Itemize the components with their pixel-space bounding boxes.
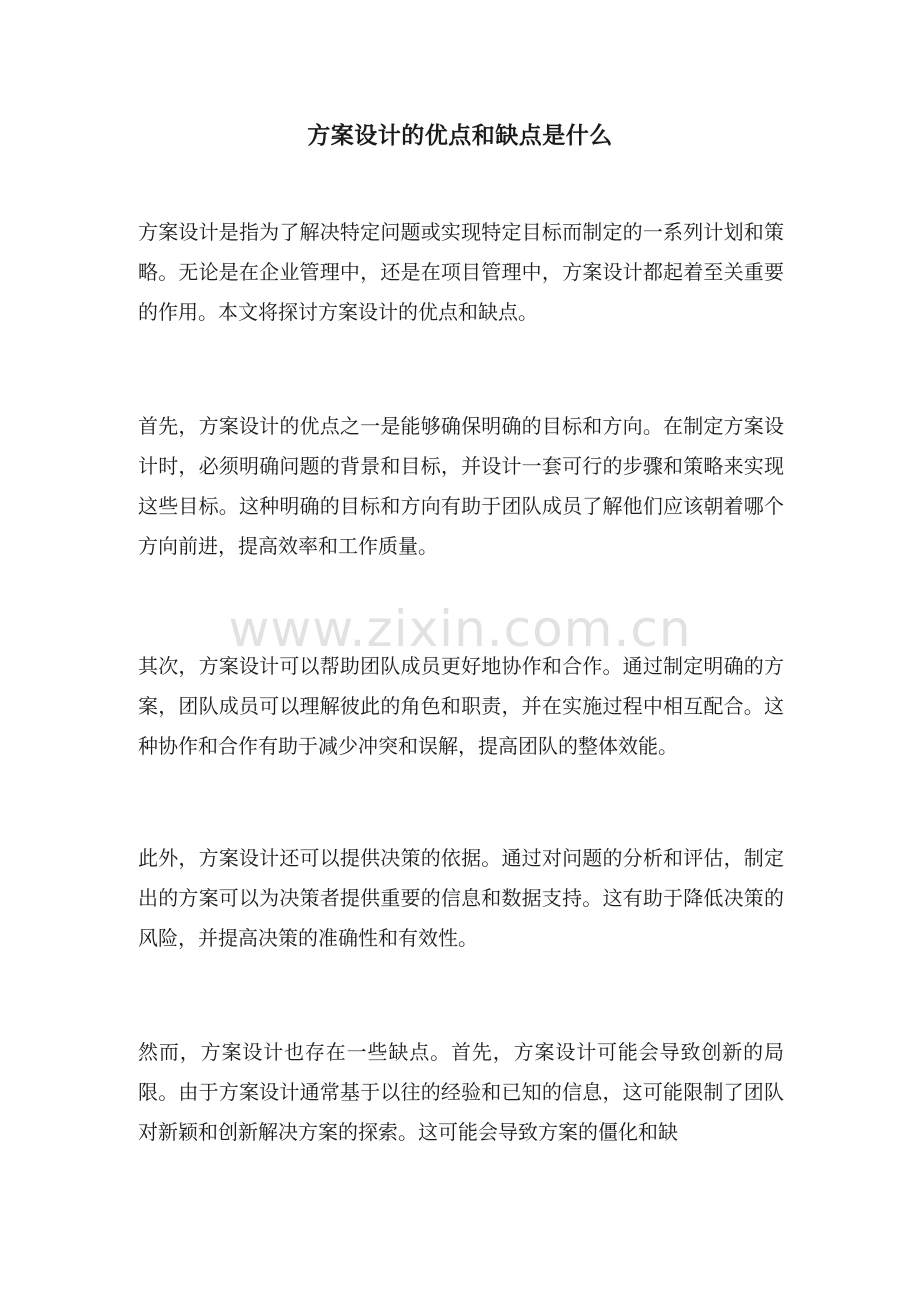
paragraph-advantage-decision: 此外，方案设计还可以提供决策的依据。通过对问题的分析和评估，制定出的方案可以为决策者提供重要的信息和数据支持。这有助于降低决策的风险，并提高决策的准确性和有效性。 — [138, 846, 784, 950]
watermark: www.zixin.com.cn — [228, 600, 692, 658]
document-title: 方案设计的优点和缺点是什么 — [307, 122, 613, 149]
paragraph-advantage-goals: 首先，方案设计的优点之一是能够确保明确的目标和方向。在制定方案设计时，必须明确问题的背景和目标，并设计一套可行的步骤和策略来实现这些目标。这种明确的目标和方向有助于团队成员了解他们应该朝着哪个方向前进，提高效率和工作质量。 — [138, 414, 784, 558]
paragraph-disadvantage: 然而，方案设计也存在一些缺点。首先，方案设计可能会导致创新的局限。由于方案设计通常基于以往的经验和已知的信息，这可能限制了团队对新颖和创新解决方案的探索。这可能会导致方案的僵化和缺 — [138, 1040, 784, 1144]
paragraph-advantage-collaboration: 其次，方案设计可以帮助团队成员更好地协作和合作。通过制定明确的方案，团队成员可以理解彼此的角色和职责，并在实施过程中相互配合。这种协作和合作有助于减少冲突和误解，提高团队的整体效能。 — [138, 654, 784, 758]
paragraph-intro: 方案设计是指为了解决特定问题或实现特定目标而制定的一系列计划和策略。无论是在企业管理中，还是在项目管理中，方案设计都起着至关重要的作用。本文将探讨方案设计的优点和缺点。 — [138, 220, 784, 324]
